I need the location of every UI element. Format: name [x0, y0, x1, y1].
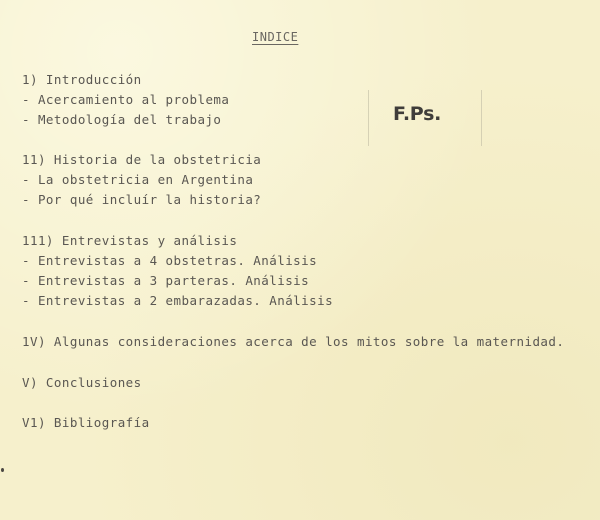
- section-2-item-1: - La obstetricia en Argentina: [22, 172, 254, 187]
- section-1-heading: 1) Introducción: [22, 72, 142, 87]
- section-6-heading: V1) Bibliografía: [22, 415, 150, 430]
- section-3-item-1: - Entrevistas a 4 obstetras. Análisis: [22, 253, 318, 268]
- page-title: INDICE: [252, 30, 299, 44]
- section-3-heading: 111) Entrevistas y análisis: [22, 233, 238, 248]
- section-5-heading: V) Conclusiones: [22, 375, 142, 390]
- section-2-heading: 11) Historia de la obstetricia: [22, 152, 262, 167]
- section-3-item-2: - Entrevistas a 3 parteras. Análisis: [22, 273, 310, 288]
- paper-speck: [1, 468, 4, 472]
- section-2-item-2: - Por qué incluír la historia?: [22, 192, 262, 207]
- section-1-item-1: - Acercamiento al problema: [22, 92, 230, 107]
- fps-stamp: [368, 90, 482, 146]
- stamp-text: F.Ps.: [393, 103, 442, 125]
- section-1-item-2: - Metodología del trabajo: [22, 112, 222, 127]
- section-3-item-3: - Entrevistas a 2 embarazadas. Análisis: [22, 293, 334, 308]
- section-4-heading: 1V) Algunas consideraciones acerca de los mitos sobre la maternidad.: [22, 334, 565, 349]
